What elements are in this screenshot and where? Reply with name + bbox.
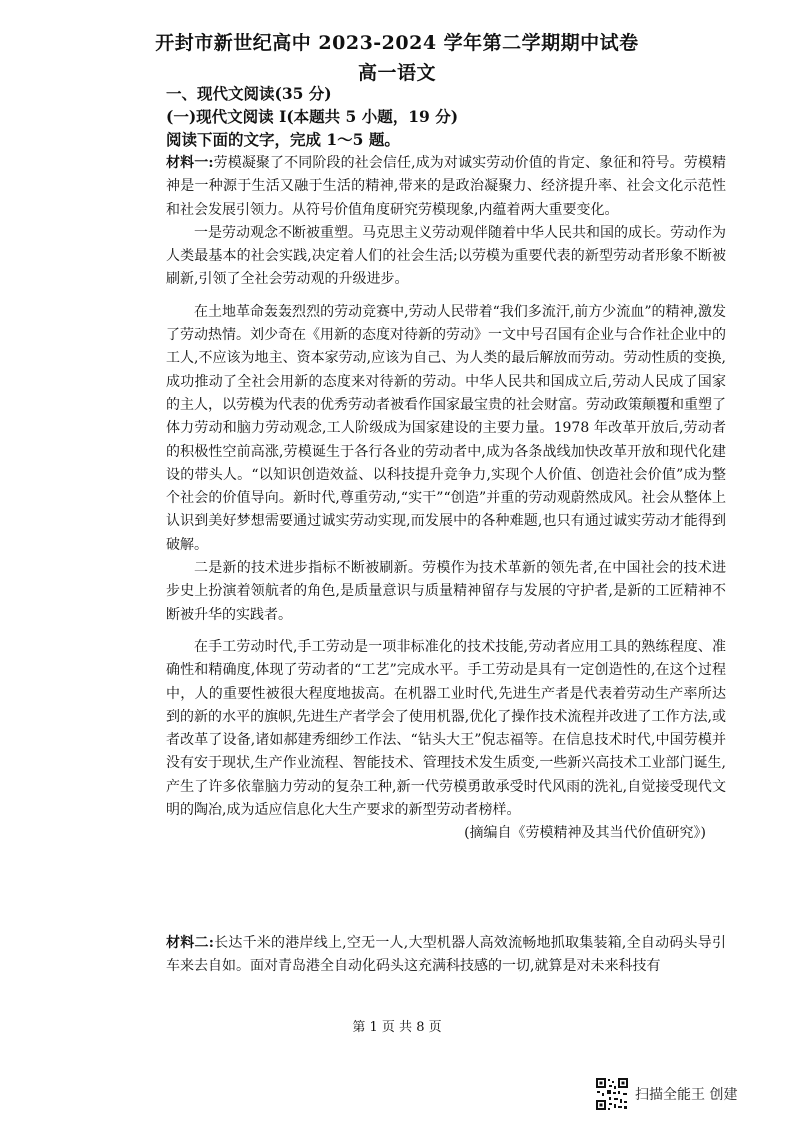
source-citation: (摘编自《劳模精神及其当代价值研究》) [464, 825, 706, 842]
material-1-label: 材料一: [166, 155, 214, 171]
exam-title: 开封市新世纪高中 2023-2024 学年第二学期期中试卷 [155, 32, 639, 54]
qr-code-icon [595, 1077, 629, 1111]
reading-instruction: 阅读下面的文字，完成 1～5 题。 [166, 130, 400, 149]
material-2-label: 材料二: [166, 935, 214, 951]
scanner-watermark [595, 1076, 737, 1112]
part-heading: (一)现代文阅读 I(本题共 5 小题，19 分) [166, 107, 459, 126]
section-heading: 一、现代文阅读(35 分) [166, 84, 332, 103]
material-1-paragraph: 在土地革命轰轰烈烈的劳动竞赛中,劳动人民带着“我们多流汗,前方少流血”的精神,激发了劳动热情。刘少奇在《用新的态度对待新的劳动》一文中号召国有企业与合作社企业中的工人,不应该为地主、资本家劳动,应该为自己、为人类的最后解放而劳动。劳动性质的变换,成功推动了全社会用新的态度来对待新的劳动。中华人民共和国成立后,劳动人民成了国家的主人，以劳模为代表的优秀劳动者被看作国家最宝贵的社会财富。劳动政策颠覆和重塑了体力劳动和脑力劳动观念,工人阶级成为国家建设的主要力量。1978 年改革开放后,劳动者的积极性空前高涨,劳模诞生于各行各业的劳动者中,成为各条战线加快改革开放和现代化建设的带头人。“以知识创造效益、以科技提升竞争力,实现个人价值、创造社会价值”成为整个社会的价值导向。新时代,尊重劳动,“实干”“创造”并重的劳动观蔚然成风。社会从整体上认识到美好梦想需要通过诚实劳动实现,而发展中的各种难题,也只有通过诚实劳动才能得到破解。 [166, 303, 726, 553]
watermark-text: 扫描全能王 创建 [635, 1087, 738, 1103]
page-number: 第 1 页 共 8 页 [352, 1020, 442, 1035]
material-1-paragraph: 一是劳动观念不断被重塑。马克思主义劳动观伴随着中华人民共和国的成长。劳动作为人类最基本的社会实践,决定着人们的社会生活;以劳模为重要代表的新型劳动者形象不断被刷新,引领了全社会劳动观的升级进步。 [166, 224, 726, 288]
material-1-paragraph: 二是新的技术进步指标不断被刷新。劳模作为技术革新的领先者,在中国社会的技术进步史上扮演着领航者的角色,是质量意识与质量精神留存与发展的守护者,是新的工匠精神不断被升华的实践者。 [166, 560, 726, 623]
material-1 [166, 152, 726, 846]
material-1-paragraph: 在手工劳动时代,手工劳动是一项非标准化的技术技能,劳动者应用工具的熟练程度、准确性和精确度,体现了劳动者的“工艺”完成水平。手工劳动是具有一定创造性的,在这个过程中，人的重要性被很大程度地拔高。在机器工业时代,先进生产者是代表着劳动生产率所达到的新的水平的旗帜,先进生产者学会了使用机器,优化了操作技术流程并改进了工作方法,或者改革了设备,诸如郝建秀细纱工作法、“钻头大王”倪志福等。在信息技术时代,中国劳模并没有安于现状,生产作业流程、智能技术、管理技术发生质变,一些新兴高技术工业部门诞生,产生了许多依靠脑力劳动的复杂工种,新一代劳模勇敢承受时代风雨的洗礼,自觉接受现代文明的陶冶,成为适应信息化大生产要求的新型劳动者榜样。 [166, 638, 726, 819]
material-1-paragraph: 材料一:劳模凝聚了不同阶段的社会信任,成为对诚实劳动价值的肯定、象征和符号。劳模精神是一种源于生活又融于生活的精神,带来的是政治凝聚力、经济提升率、社会文化示范性和社会发展引领力。从符号价值角度研究劳模现象,内蕴着两大重要变化。 [166, 155, 726, 218]
material-2-text: 长达千米的港岸线上,空无一人,大型机器人高效流畅地抓取集装箱,全自动码头导引车来去自如。面对青岛港全自动化码头这充满科技感的一切,就算是对未来科技有 [166, 935, 726, 975]
exam-subtitle: 高一语文 [357, 62, 436, 84]
material-2 [166, 932, 726, 979]
